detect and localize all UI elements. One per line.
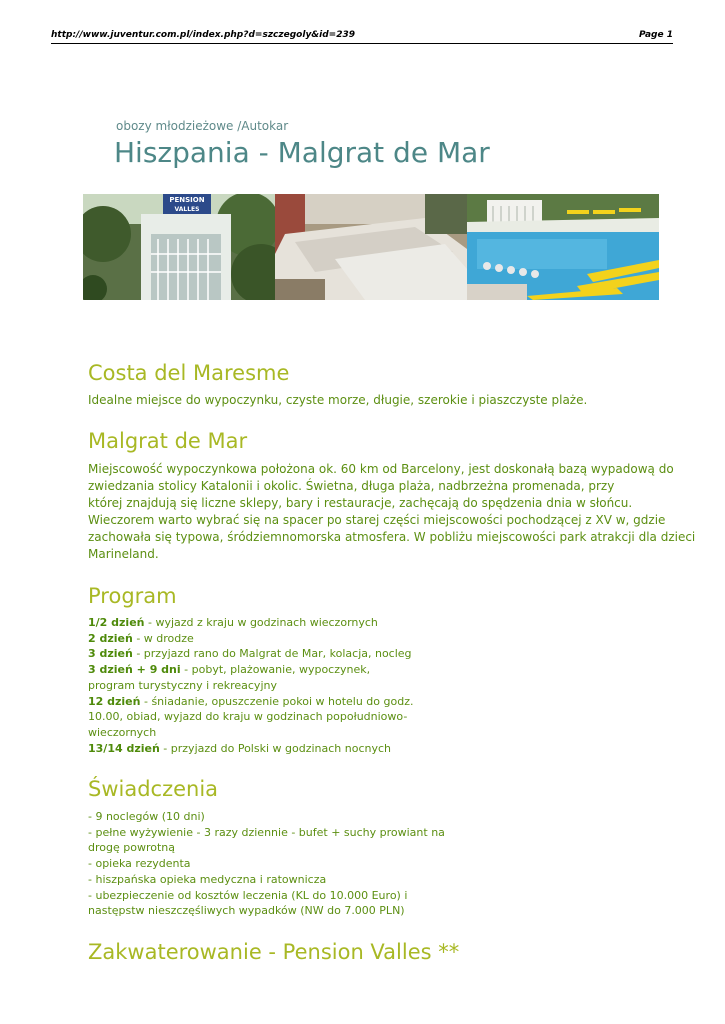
program-day: 12 dzień	[88, 694, 141, 708]
malgrat-line: zwiedzania stolicy Katalonii i okolic. Świetna, długa plaża, nadbrzeżna promenada, przy	[88, 479, 615, 493]
section-heading-program: Program	[88, 584, 177, 608]
program-day: 2 dzień	[88, 631, 133, 645]
program-day: 3 dzień	[88, 647, 133, 661]
program-list	[88, 615, 413, 756]
costa-text: Idealne miejsce do wypoczynku, czyste morze, długie, szerokie i piaszczyste plaże.	[88, 393, 588, 407]
swiadczenia-line: - pełne wyżywienie - 3 razy dziennie - bufet + suchy prowiant na	[88, 825, 445, 839]
malgrat-line: zachowała się typowa, śródziemnomorska atmosfera. W pobliżu miejscowości park atrakcji dla dzieci	[88, 530, 696, 544]
page-number: Page 1	[638, 30, 673, 40]
page-title: Hiszpania - Malgrat de Mar	[114, 136, 490, 169]
program-day: 3 dzień + 9 dni	[88, 663, 181, 677]
swiadczenia-line: drogę powrotną	[88, 841, 175, 855]
program-item	[88, 662, 413, 678]
photo-banner	[83, 194, 659, 300]
breadcrumb: obozy młodzieżowe /Autokar	[116, 119, 289, 133]
swiadczenia-line: następstw nieszczęśliwych wypadków (NW do 7.000 PLN)	[88, 904, 405, 918]
program-day: 1/2 dzień	[88, 616, 145, 629]
program-item	[88, 725, 413, 741]
malgrat-text	[88, 461, 695, 563]
swiadczenia-line: - hiszpańska opieka medyczna i ratownicza	[88, 872, 327, 886]
program-item	[88, 631, 413, 647]
malgrat-line: Wieczorem warto wybrać się na spacer po starej części miejscowości pochodzącej z XV w, gdzie	[88, 513, 666, 527]
swiadczenia-line: - ubezpieczenie od kosztów leczenia (KL do 10.000 Euro) i	[88, 888, 408, 902]
malgrat-line: której znajdują się liczne sklepy, bary i restauracje, zachęcają do spędzenia dnia w słońcu.	[88, 496, 633, 510]
program-day: 13/14 dzień	[88, 741, 160, 755]
sign-line2: VALLES	[174, 206, 200, 213]
program-desc: - przyjazd rano do Malgrat de Mar, kolacja, nocleg	[132, 647, 412, 661]
program-item	[88, 646, 413, 662]
page-header	[51, 29, 673, 44]
section-heading-malgrat: Malgrat de Mar	[88, 429, 248, 453]
program-item	[88, 709, 413, 725]
swiadczenia-line: - 9 noclegów (10 dni)	[88, 810, 205, 823]
program-item	[88, 615, 413, 631]
program-desc: - w drodze	[132, 631, 194, 645]
photo-hotel-pool	[467, 194, 659, 300]
program-desc: - przyjazd do Polski w godzinach nocnych	[159, 741, 392, 755]
swiadczenia-list	[88, 809, 445, 919]
program-desc: - śniadanie, opuszczenie pokoi w hotelu do godz.	[140, 694, 414, 708]
photo-hotel-room	[275, 194, 467, 300]
program-item	[88, 741, 413, 757]
program-desc: - wyjazd z kraju w godzinach wieczornych	[144, 616, 378, 629]
malgrat-line: Miejscowość wypoczynkowa położona ok. 60 km od Barcelony, jest doskonałą bazą wypadową do	[88, 462, 674, 476]
malgrat-line: Marineland.	[88, 547, 159, 561]
program-desc: - pobyt, plażowanie, wypoczynek,	[180, 663, 371, 677]
section-heading-costa: Costa del Maresme	[88, 361, 290, 385]
program-desc: wieczornych	[88, 725, 157, 739]
sign-line1: PENSION	[169, 196, 205, 204]
section-heading-swiadczenia: Świadczenia	[88, 777, 219, 801]
program-desc: program turystyczny i rekreacyjny	[88, 678, 277, 692]
photo-pension-entrance	[83, 194, 275, 300]
page-url: http://www.juventur.com.pl/index.php?d=szczegoly&id=239	[51, 30, 356, 40]
program-item	[88, 678, 413, 694]
program-item	[88, 694, 413, 710]
swiadczenia-line: - opieka rezydenta	[88, 857, 191, 871]
program-desc: 10.00, obiad, wyjazd do kraju w godzinach popołudniowo-	[88, 710, 408, 724]
section-heading-zakwaterowanie: Zakwaterowanie - Pension Valles **	[88, 940, 460, 964]
